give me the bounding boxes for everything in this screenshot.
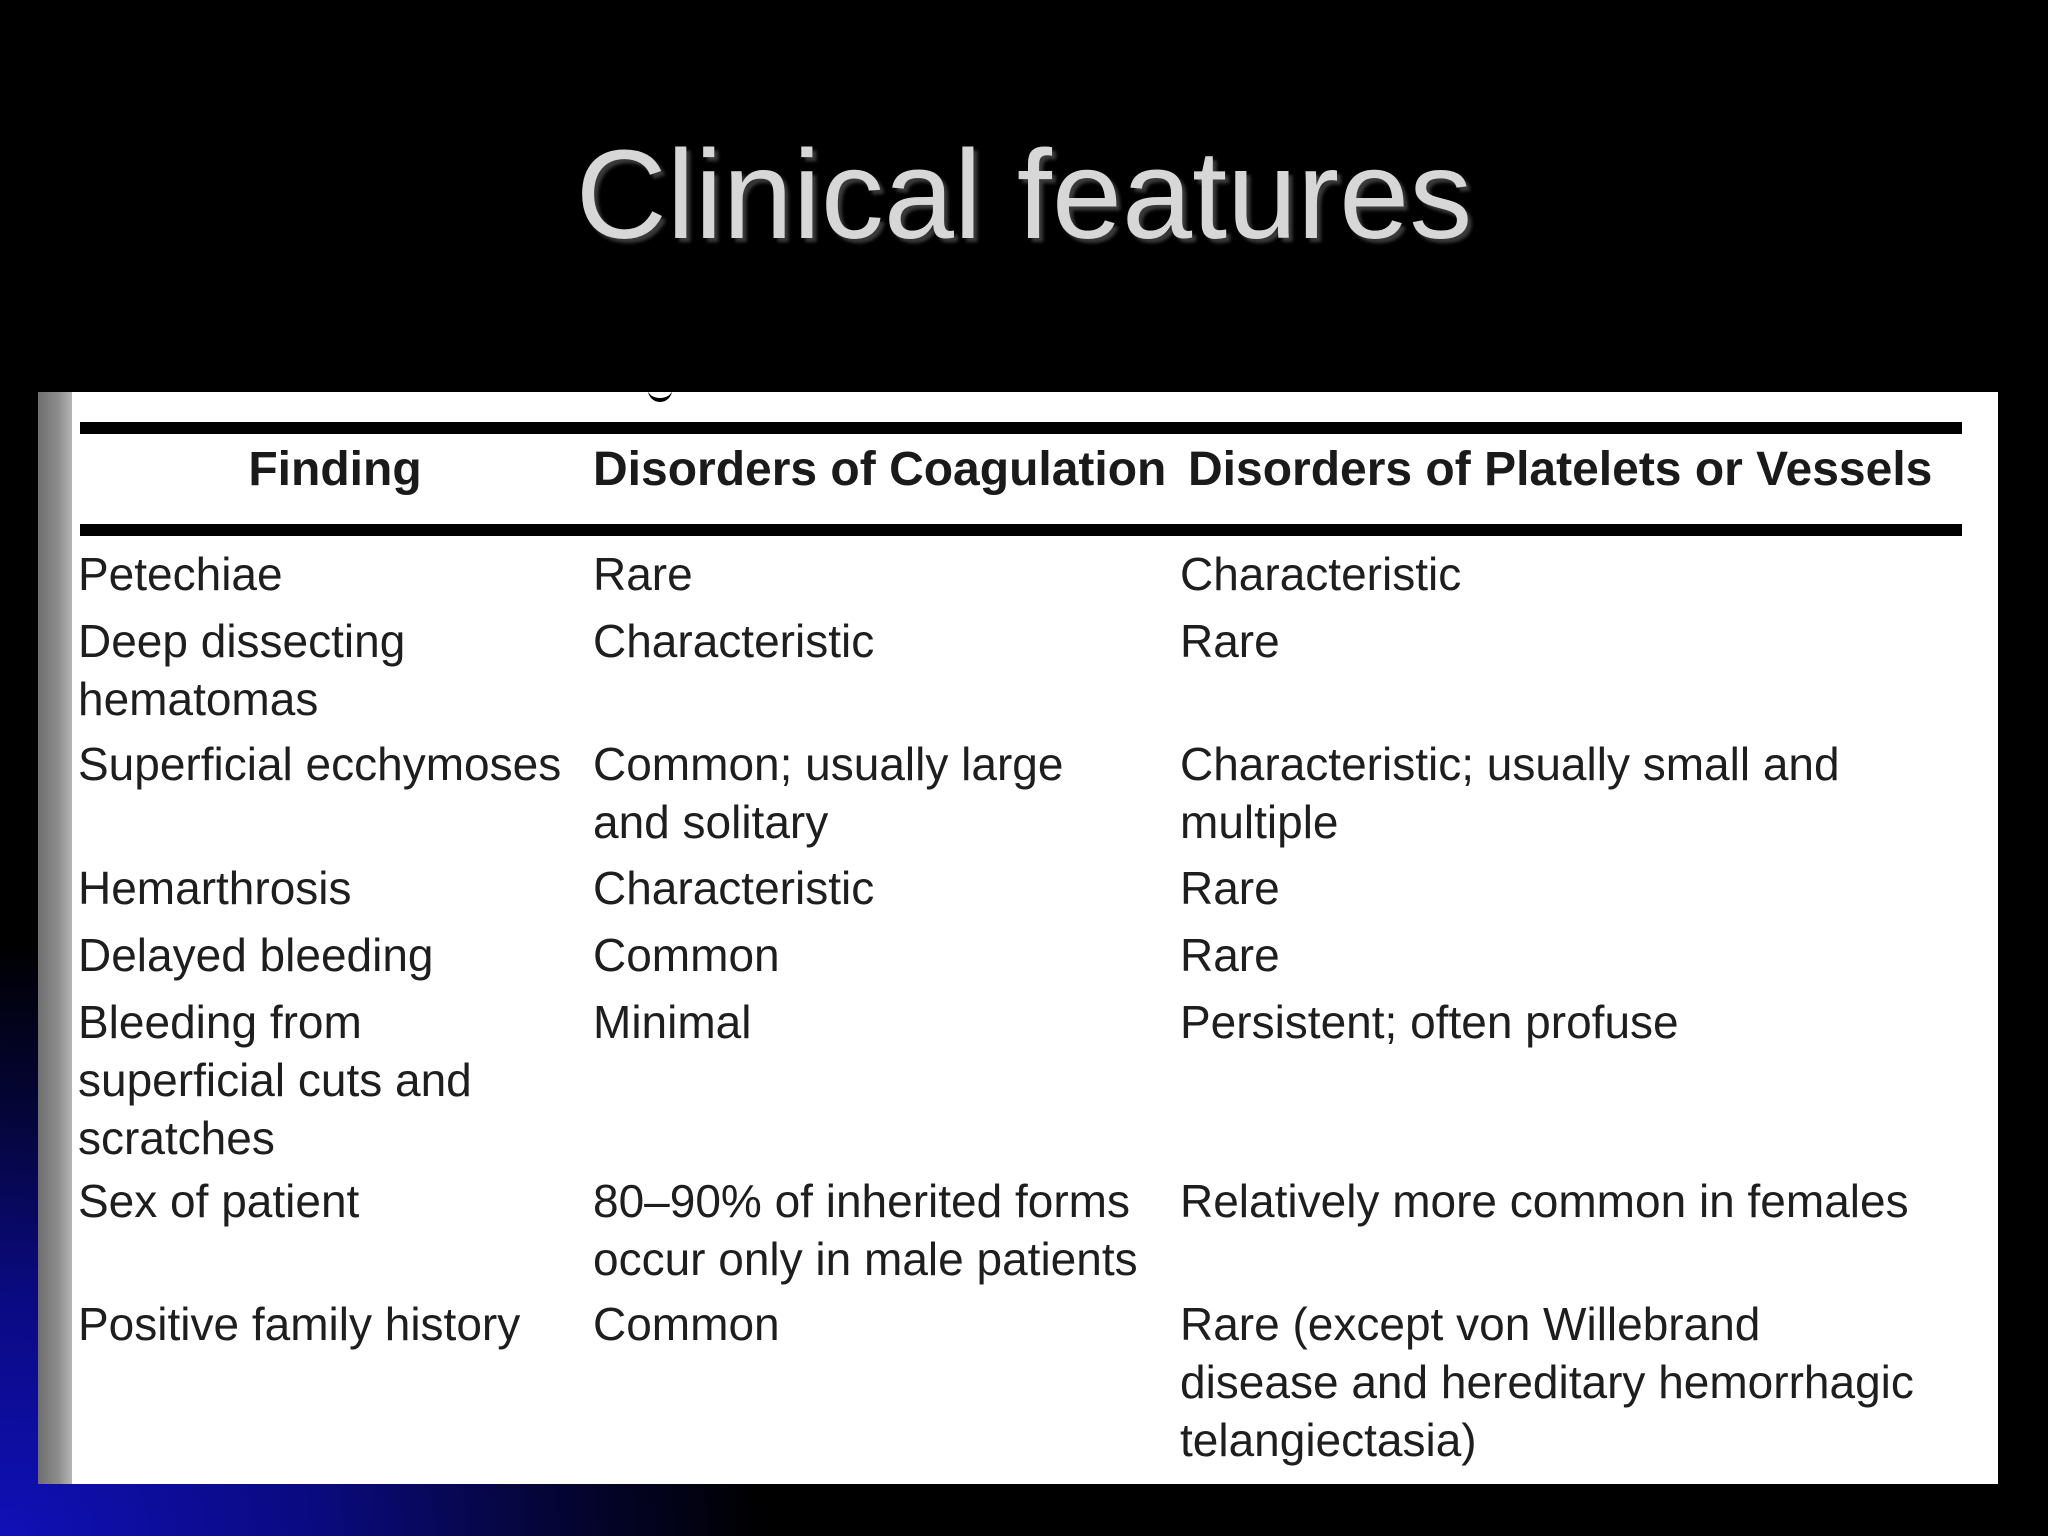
header-coagulation: Disorders of Coagulation: [593, 443, 1167, 496]
comparison-table-image: [38, 392, 1998, 1484]
table-cell-finding: Petechiae: [78, 548, 283, 600]
table-top-rule: [80, 422, 1962, 434]
table-cell-coagulation: Minimal: [593, 996, 752, 1048]
table-cell-finding: Superficial ecchymoses: [78, 738, 562, 790]
table-cell-platelets: Characteristic: [1180, 548, 1462, 600]
table-cell-platelets: Rare: [1180, 929, 1280, 981]
table-cell-finding: Positive family history: [78, 1298, 521, 1350]
table-cell-coagulation: Common: [593, 1298, 780, 1350]
table-cell-finding: Sex of patient: [78, 1175, 360, 1227]
table-cell-finding: Bleeding from superficial cuts and scratches: [78, 996, 472, 1164]
table-header-rule: [80, 524, 1962, 536]
table-cell-platelets: Rare (except von Willebrand disease and hereditary hemorrhagic telangiectasia): [1180, 1298, 1914, 1466]
table-cell-platelets: Rare: [1180, 862, 1280, 914]
table-cell-coagulation: Common; usually large and solitary: [593, 738, 1064, 848]
cropped-text-fragment: [648, 392, 672, 402]
table-cell-coagulation: 80–90% of inherited forms occur only in male patients: [593, 1175, 1138, 1285]
slide-title: Clinical features: [575, 124, 1473, 265]
table-cell-finding: Hemarthrosis: [78, 862, 352, 914]
table-cell-platelets: Rare: [1180, 615, 1280, 667]
header-platelets-vessels: Disorders of Platelets or Vessels: [1188, 443, 1933, 496]
table-cell-coagulation: Rare: [593, 548, 693, 600]
table-cell-platelets: Persistent; often profuse: [1180, 996, 1679, 1048]
table-cell-platelets: Characteristic; usually small and multiple: [1180, 738, 1840, 848]
table-cell-coagulation: Characteristic: [593, 862, 875, 914]
table-cell-finding: Deep dissecting hematomas: [78, 615, 406, 725]
table-cell-coagulation: Characteristic: [593, 615, 875, 667]
table-cell-platelets: Relatively more common in females: [1180, 1175, 1909, 1227]
table-cell-finding: Delayed bleeding: [78, 929, 434, 981]
table-cell-coagulation: Common: [593, 929, 780, 981]
header-finding: Finding: [248, 443, 422, 496]
image-left-edge: [38, 392, 72, 1484]
